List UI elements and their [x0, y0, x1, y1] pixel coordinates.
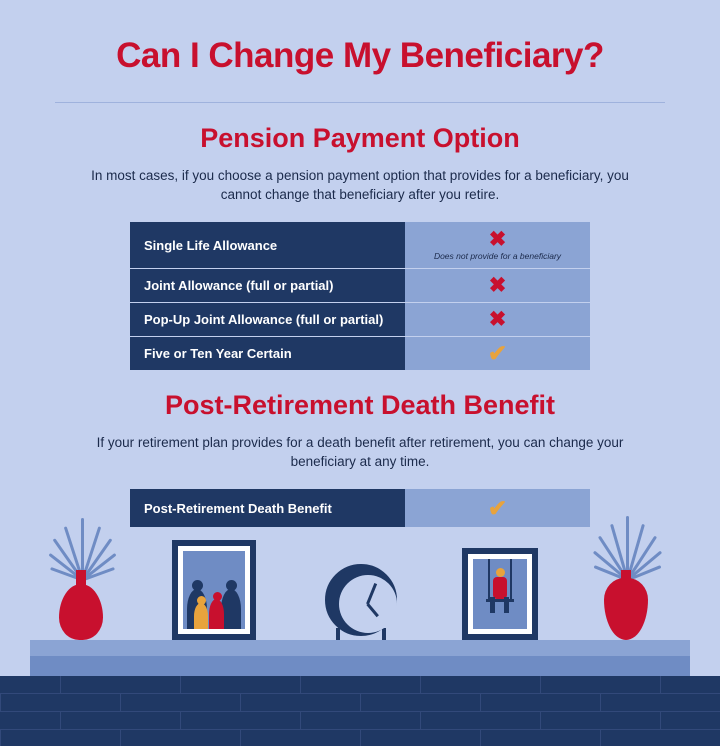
- table-row: [130, 489, 590, 527]
- frame-photo: [473, 559, 527, 629]
- row-label: Pop-Up Joint Allowance (full or partial): [130, 303, 405, 336]
- pension-section-subtext: In most cases, if you choose a pension payment option that provides for a beneficiary, you cannot change that beneficiary after you retire.: [91, 168, 629, 202]
- check-icon: ✔: [487, 340, 508, 366]
- row-label: Five or Ten Year Certain: [130, 337, 405, 370]
- row-label: Joint Allowance (full or partial): [130, 269, 405, 302]
- pension-option-table: [130, 222, 590, 370]
- frame-mat: [178, 546, 250, 634]
- row-mark-cell: [405, 269, 590, 302]
- row-mark-cell: [405, 337, 590, 370]
- table-row: [130, 222, 590, 269]
- death-benefit-section-heading: Post-Retirement Death Benefit: [164, 390, 556, 420]
- table-row: [130, 303, 590, 337]
- row-label: Single Life Allowance: [130, 222, 405, 268]
- clock-face: [325, 564, 397, 636]
- vase-body: [604, 578, 648, 640]
- plant-vase-left: [55, 570, 107, 640]
- page-title: Can I Change My Beneficiary?: [116, 36, 604, 75]
- pension-section-heading: Pension Payment Option: [200, 123, 520, 153]
- table-row: [130, 337, 590, 370]
- row-mark-cell: [405, 222, 590, 268]
- frame-border: [462, 548, 538, 640]
- death-benefit-section-subtext: If your retirement plan provides for a death benefit after retirement, you can change your beneficiary at any time.: [96, 435, 624, 469]
- cross-icon: ✖: [488, 274, 507, 297]
- row-mark-cell: [405, 303, 590, 336]
- brick-wall: [0, 676, 720, 746]
- mantel-clock: [322, 564, 400, 640]
- plant-leaves: [41, 490, 121, 580]
- frame-border: [172, 540, 256, 640]
- mantel-shelf-front: [30, 656, 690, 678]
- frame-mat: [468, 554, 532, 634]
- check-icon: ✔: [487, 494, 508, 521]
- death-benefit-table: [130, 489, 590, 527]
- row-label: Post-Retirement Death Benefit: [130, 489, 405, 527]
- table-row: [130, 269, 590, 303]
- plant-leaves: [586, 490, 666, 580]
- clock-dial: [339, 575, 397, 633]
- cross-icon: ✖: [488, 228, 507, 252]
- row-note: Does not provide for a beneficiary: [433, 251, 562, 262]
- plant-vase-right: [600, 570, 652, 640]
- vase-body: [59, 584, 103, 640]
- header-divider: [55, 102, 665, 103]
- swing-photo-frame: [462, 548, 538, 640]
- cross-icon: ✖: [488, 308, 507, 331]
- family-photo-frame: [172, 540, 256, 640]
- frame-photo: [183, 551, 245, 629]
- row-mark-cell: [405, 489, 590, 527]
